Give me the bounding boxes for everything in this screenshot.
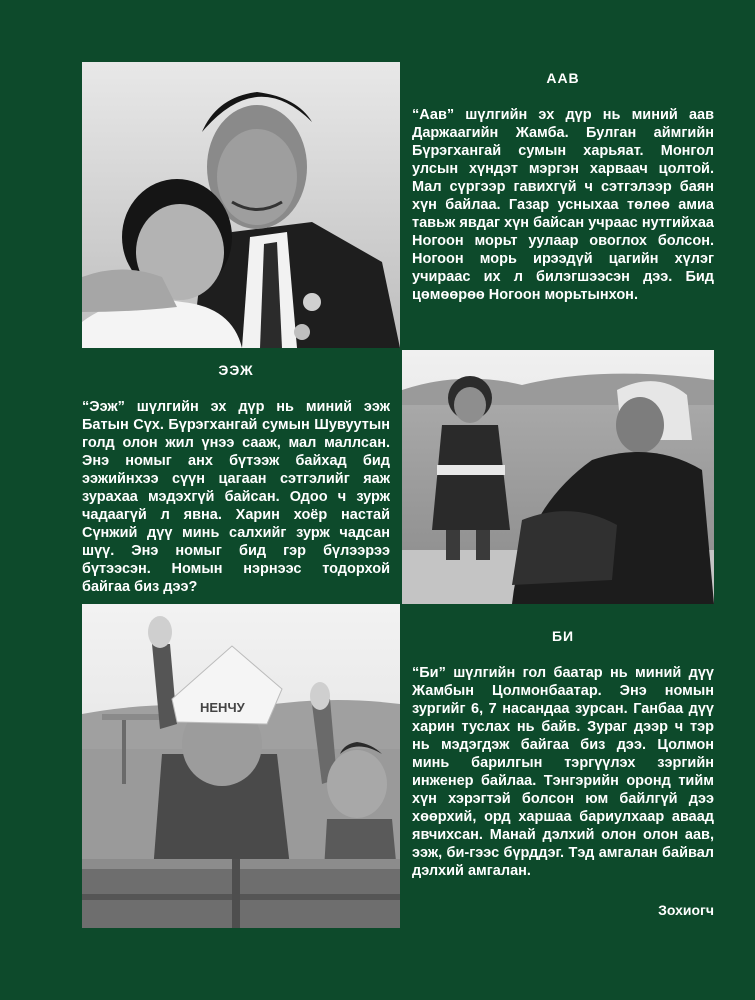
signature: Зохиогч [658, 902, 714, 918]
paragraph-bi: “Би” шүлгийн гол баатар нь миний дүү Жамбын Цолмонбаатар. Энэ номын зургийг 6, 7 насандаа зурсан. Ганбаа дүү харин туслах нь байв. Зураг дээр ч тэр нь мэдэгдэж байгаа биз дээ. Цолмон минь барилгын тэргүүлэх зэргийн инженер байлаа. Тэнгэрийн оронд тийм хүн хэрэгтэй болсон юм байлгүй дээ хөөрхий, орд харшаа бариулхаар аваад явчихсан. Манай дэлхий олон олон аав, ээж, би-гээс бүрддэг. Тэд амгалан байвал дэлхий амгалан. [412, 665, 714, 879]
photo-father-mother-illustration [82, 62, 400, 348]
photo-child-mother-illustration [402, 350, 714, 604]
photo-child-mother [402, 350, 714, 604]
photo-two-children-illustration [82, 604, 400, 928]
section-bi [412, 628, 714, 928]
section-aav [412, 66, 714, 348]
hat-text: НЕНЧУ [200, 700, 245, 715]
heading-eej: ЭЭЖ [218, 362, 254, 378]
photo-two-children [82, 604, 400, 928]
paragraph-eej: “Ээж” шүлгийн эх дүр нь миний ээж Батын Сүх. Бүрэгхангай сумын Шувуутын голд олон жил үнээ сааж, мал маллсан. Энэ номыг анх бүтээж байхад бид ээжийнхээ сүүн цагаан сэтгэлийг яаж зурахаа мэдэхгүй байсан. Одоо ч зурж чадаагүй л явна. Харин хоёр настай Сүнжий дүү минь салхийг зурж чадсан шүү. Энэ номыг бид гэр бүлээрээ бүтээсэн. Номын нэрнээс тодорхой байгаа биз дээ? [82, 399, 390, 595]
page-grid [82, 62, 714, 928]
heading-aav: ААВ [546, 70, 580, 86]
section-eej [82, 358, 390, 598]
paragraph-aav: “Аав” шүлгийн эх дүр нь миний аав Даржаагийн Жамба. Булган аймгийн Бүрэгхангай сумын харьяат. Монгол улсын хүндэт мэргэн харваач цолтой. Мал сүргээр гавихгүй ч сэтгэлээр баян хүн байлаа. Газар усныхаа төлөө амиа тавьж явдаг хүн байсан учраас нутгийхаа Ногоон морьт уулаар овоглох болсон. Ногоон морь ирээдүй цагийн хүлэг учираас их л билэгшээсэн дээ. Бид цөмөөрөө Ногоон морьтынхон. [412, 107, 714, 303]
heading-bi: БИ [551, 628, 575, 644]
photo-father-mother [82, 62, 400, 348]
